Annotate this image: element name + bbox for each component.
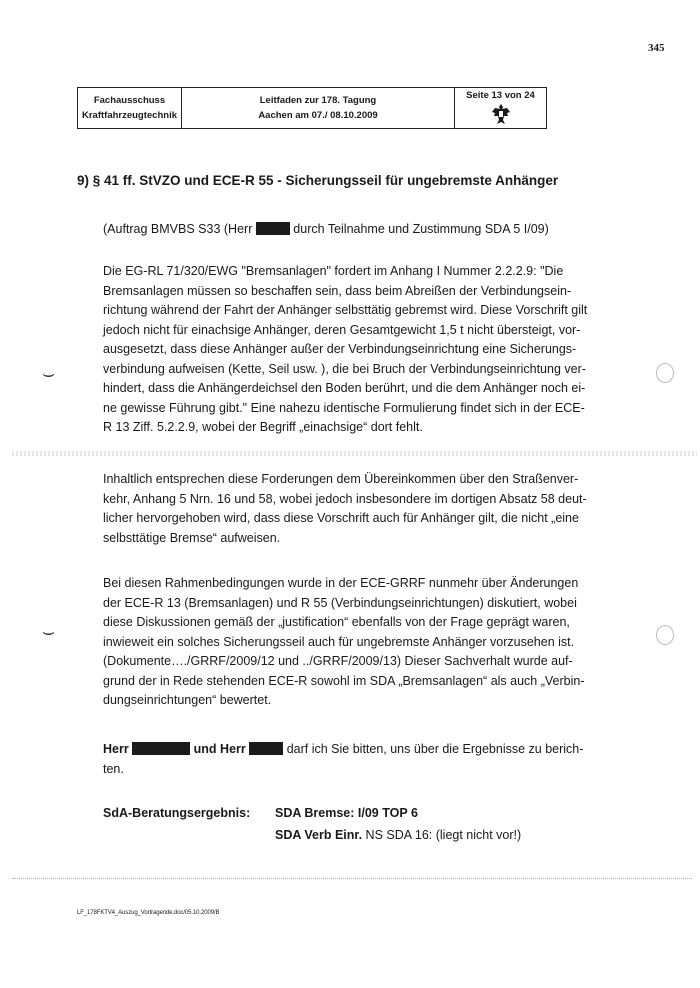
grrf-discussion-paragraph: Bei diesen Rahmenbedingungen wurde in der ECE-GRRF nunmehr über Änderungen der ECE-R 13 (Bremsanlagen) und R 55 (Verbindungseinrichtungen) diskutiert, wobei diese Diskussionen gemäß der „justification“ ebenfalls von der Frage geprägt waren, inwieweit ein solches Sicherungsseil auch für ungebremste Anhänger vorzusehen ist. (Dokumente…./GRRF/2009/12 und ../GRRF/2009/13) Dieser Sachverhalt wurde auf-grund der in Rede stehenden ECE-R sowohl im SDA „Bremsanlagen“ als auch „Verbin-dungseinrichtungen“ bewertet. (103, 576, 585, 707)
redaction-block (132, 742, 190, 755)
result-label: SdA-Beratungsergebnis: (103, 806, 251, 820)
footer-divider (12, 878, 692, 879)
commission-text-after: durch Teilnahme und Zustimmung SDA 5 I/09) (289, 222, 549, 236)
document-header-table (77, 87, 547, 129)
request-paragraph (103, 740, 593, 779)
directive-paragraph: Die EG-RL 71/320/EWG "Bremsanlagen" fordert im Anhang I Nummer 2.2.2.9: "Die Bremsanlagen müssen so beschaffen sein, dass beim Abreißen der Verbindungsein-richtung während der Fahrt der Anhänger selbsttätig gebremst wird. Diese Vorschrift gilt jedoch nicht für einachsige Anhänger, deren Gesamtgewicht 1,5 t nicht übersteigt, vor-ausgesetzt, dass diese Anhänger außer der Verbindungseinrichtung eine Sicherungs-verbindung aufweisen (Kette, Seil usw. ), die bei Bruch der Verbindungseinrichtung ver-hindert, dass die Anhängerdeichsel den Boden berührt, und die dem Anhänger noch ei-ne gewisse Führung gibt." Eine nahezu identische Formulierung findet sich in der ECE-R 13 Ziff. 5.2.2.9, wobei der Begriff „einachsige“ dort fehlt. (103, 264, 588, 434)
federal-eagle-icon (491, 103, 511, 125)
header-committee-line1: Fachausschuss (93, 95, 166, 106)
result-brakes: SDA Bremse: I/09 TOP 6 (275, 806, 418, 820)
footer-file-reference: LF_178FKTV4_Auszug_Vortragende.doc/05.10.2009/B (77, 910, 220, 916)
redaction-block (256, 222, 290, 235)
punch-mark-lower: ⌣ (42, 621, 56, 643)
header-committee-cell (78, 88, 182, 128)
redaction-block (249, 742, 283, 755)
header-page-count: Seite 13 von 24 (466, 90, 535, 101)
header-committee-line2: Kraftfahrzeugtechnik (81, 110, 177, 121)
request-herr-1: Herr (103, 742, 133, 756)
header-title-line1: Leitfaden zur 178. Tagung (259, 95, 377, 106)
request-text: darf ich Sie bitten, uns über die Ergebnisse zu berich-ten. (103, 742, 584, 776)
convention-paragraph: Inhaltlich entsprechen diese Forderungen dem Übereinkommen über den Straßenver-kehr, Anhang 5 Nrn. 16 und 58, wobei jedoch insbesondere im dortigen Absatz 58 deut-licher hervorgehoben wird, dass diese Vorschrift auch für Anhänger gilt, die nicht „eine selbsttätige Bremse“ aufweisen. (103, 472, 587, 545)
result-coupling-label: SDA Verb Einr. (275, 828, 363, 842)
page-number: 345 (648, 42, 665, 54)
commission-paragraph (103, 220, 593, 240)
punch-hole-lower (656, 625, 674, 645)
scan-artifact-band (12, 451, 697, 456)
commission-text-before: (Auftrag BMVBS S33 (Herr (103, 222, 256, 236)
header-title-line2: Aachen am 07./ 08.10.2009 (258, 110, 378, 121)
request-und-herr: und Herr (190, 742, 250, 756)
section-heading: 9) § 41 ff. StVZO und ECE-R 55 - Sicherungsseil für ungebremste Anhänger (77, 173, 559, 188)
result-coupling (275, 828, 521, 842)
header-title-cell (182, 88, 454, 128)
punch-hole-upper (656, 363, 674, 383)
result-coupling-status: NS SDA 16: (liegt nicht vor!) (362, 828, 522, 842)
header-page-cell (454, 88, 546, 128)
punch-mark-upper: ⌣ (42, 363, 56, 385)
